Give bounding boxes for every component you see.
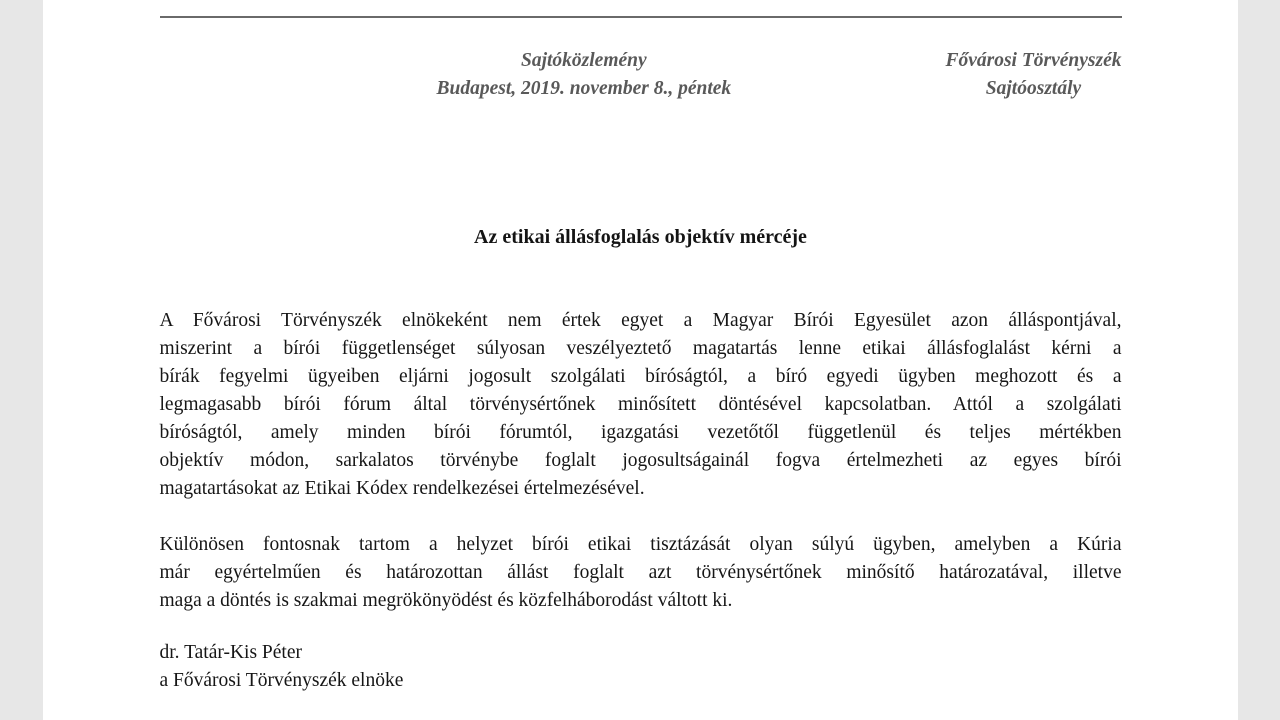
paragraph-line: már egyértelműen és határozottan állást foglalt azt törvénysértőnek minősítő határozatával, illetve	[159, 562, 1122, 583]
issuer-department: Sajtóosztály	[985, 78, 1082, 99]
body-paragraphs	[160, 307, 1122, 615]
paragraph-line: Különösen fontosnak tartom a helyzet bírói etikai tisztázását olyan súlyú ügyben, amelyben a Kúria	[159, 534, 1122, 555]
paragraph-line: A Fővárosi Törvényszék elnökeként nem értek egyet a Magyar Bírói Egyesület azon álláspontjával,	[159, 310, 1122, 331]
date-line: Budapest, 2019. november 8., péntek	[436, 78, 732, 99]
paragraph	[160, 531, 1122, 615]
paragraph-line: objektív módon, sarkalatos törvénybe foglalt jogosultságainál fogva értelmezheti az egyes bírói	[159, 450, 1122, 471]
document-title: Az etikai állásfoglalás objektív mércéje	[474, 226, 807, 248]
signature-name: dr. Tatár-Kis Péter	[159, 642, 302, 663]
signature-block	[160, 639, 1122, 695]
press-release-header-block	[437, 47, 732, 103]
document-page	[43, 0, 1238, 720]
issuer-name: Fővárosi Törvényszék	[945, 50, 1122, 71]
paragraph-line: legmagasabb bírói fórum által törvénysértőnek minősített döntésével kapcsolatban. Attól a szolgálati	[159, 394, 1122, 415]
paragraph-line: maga a döntés is szakmai megrökönyödést és közfelháborodást váltott ki.	[159, 590, 733, 611]
paragraph-line: bírák fegyelmi ügyeiben eljárni jogosult szolgálati bíróságtól, a bíró egyedi ügyben meghozott és a	[159, 366, 1122, 387]
issuer-header-block	[945, 47, 1121, 103]
document-header	[160, 47, 1122, 103]
press-release-label: Sajtóközlemény	[520, 50, 647, 71]
paragraph	[160, 307, 1122, 503]
paragraph-line: bíróságtól, amely minden bírói fórumtól, igazgatási vezetőtől függetlenül és teljes mértékben	[159, 422, 1122, 443]
paragraph-line: magatartásokat az Etikai Kódex rendelkezései értelmezésével.	[159, 478, 645, 499]
paragraph-line: miszerint a bírói függetlenséget súlyosan veszélyeztető magatartás lenne etikai állásfoglalást kérni a	[159, 338, 1122, 359]
header-divider-rule	[160, 16, 1122, 18]
signature-role: a Fővárosi Törvényszék elnöke	[159, 670, 404, 691]
